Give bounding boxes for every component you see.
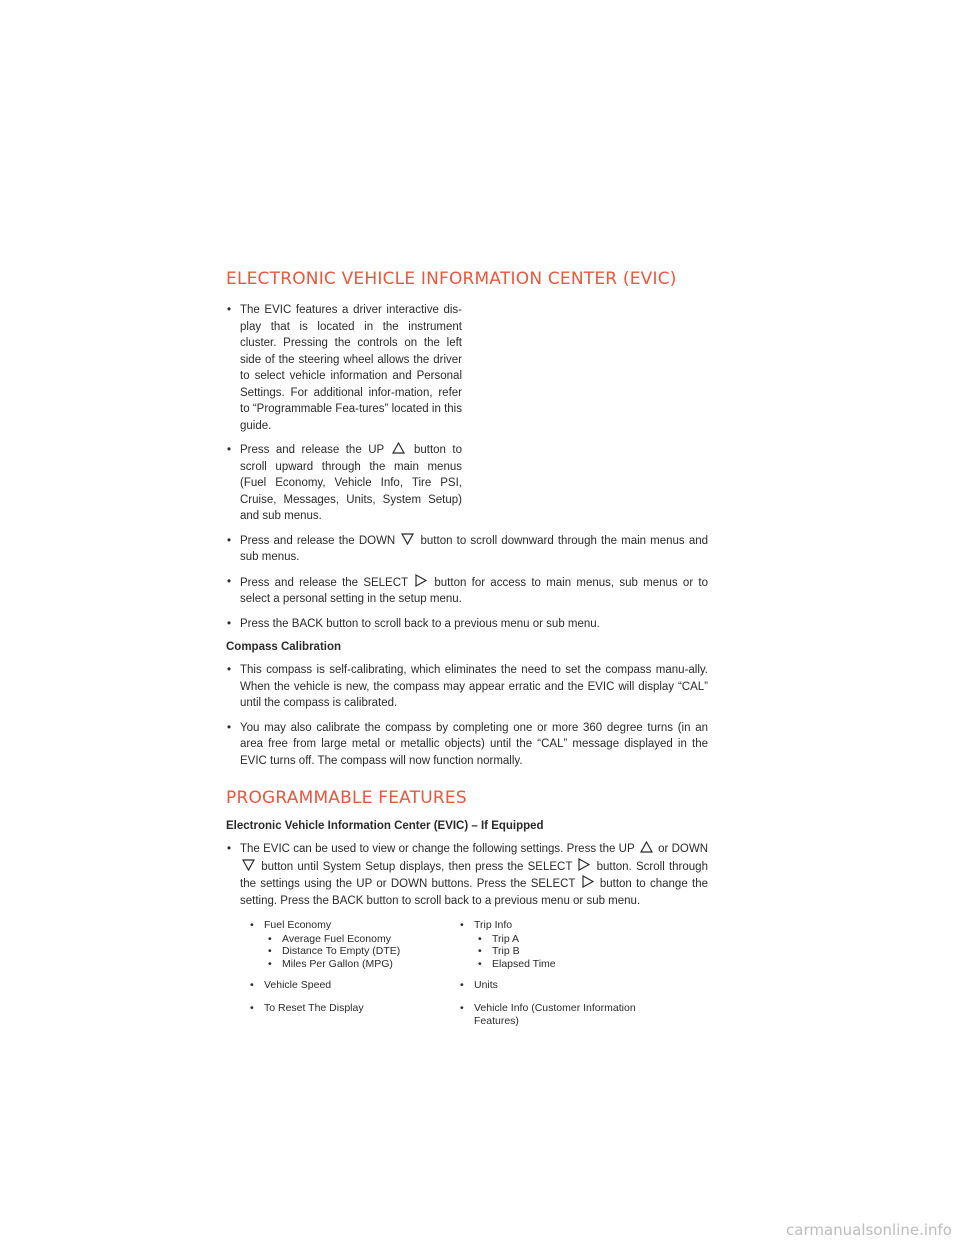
list-item [460, 919, 670, 933]
compass-calibration-heading: Compass Calibration [226, 641, 342, 653]
evic-bullet-5-text: Press the BACK button to scroll back to a previous menu or sub menu. [240, 617, 600, 630]
features-lists [226, 919, 708, 1038]
bullet-dot: • [227, 534, 232, 547]
feature-trip-b: Trip B [492, 945, 520, 957]
bullet-dot: • [460, 1001, 464, 1014]
bullet-dot: • [250, 1001, 254, 1014]
evic-bullet-3 [226, 533, 708, 566]
bullet-dot: • [227, 444, 232, 456]
bullet-dot: • [478, 957, 482, 970]
feature-miles-per-gallon: Miles Per Gallon (MPG) [282, 957, 393, 970]
list-item [250, 979, 460, 993]
bullet-dot: • [268, 945, 272, 957]
bullet-dot: • [460, 979, 464, 991]
bullet-dot: • [227, 721, 232, 734]
features-left-column [250, 919, 460, 1038]
evic-section-title: ELECTRONIC VEHICLE INFORMATION CENTER (EVIC) [226, 269, 677, 289]
evic-bullet-2-text-a: Press and release the UP [240, 444, 384, 456]
feature-elapsed-time: Elapsed Time [492, 957, 556, 970]
bullet-dot: • [268, 957, 272, 970]
evic-bullet-3-text-a: Press and release the DOWN [240, 534, 396, 547]
evic-bullet-5 [226, 616, 708, 633]
bullet-dot: • [227, 843, 232, 855]
features-right-column [460, 919, 670, 1038]
compass-bullet-2 [226, 720, 708, 770]
watermark-text: carmanualsonline.info [786, 1221, 952, 1239]
list-item [460, 1002, 670, 1029]
feature-fuel-economy: Fuel Economy [264, 919, 332, 931]
feature-trip-a: Trip A [492, 932, 520, 945]
evic-if-equipped-heading: Electronic Vehicle Information Center (EVIC) – If Equipped [226, 820, 544, 832]
bullet-dot: • [478, 932, 482, 945]
evic-bullet-2 [226, 442, 462, 525]
compass-bullet-2-text: You may also calibrate the compass by completing one or more 360 degree turns (in an area free from large metal or metallic objects) until the “CAL” message displayed in the EVIC turns off. The compass will now function normally. [240, 721, 708, 767]
feature-group-vehicle-speed [250, 979, 460, 993]
feature-reset-display: To Reset The Display [264, 1001, 364, 1014]
programmable-text-1: The EVIC can be used to view or change the following settings. Press the UP [240, 843, 635, 855]
right-triangle-icon [415, 574, 427, 587]
programmable-text-4: button. Scroll through the settings using the UP or DOWN buttons. Press the SELECT [240, 860, 708, 890]
bullet-dot: • [268, 932, 272, 945]
programmable-text-2: or DOWN [658, 843, 708, 855]
bullet-dot: • [460, 919, 464, 931]
compass-bullet-1 [226, 662, 708, 712]
up-triangle-icon [392, 442, 405, 454]
list-subitem [460, 958, 670, 971]
feature-average-fuel-economy: Average Fuel Economy [282, 932, 391, 945]
list-item [460, 979, 670, 993]
feature-group-reset-display [250, 1002, 460, 1016]
bullet-dot: • [250, 979, 254, 991]
evic-bullet-1-text: The EVIC features a driver interactive dis-play that is located in the instrument cluster. Pressing the controls on the left side of the steering wheel allows the driver to select vehicle information and Personal Settings. For additional infor-mation, refer to “Programmable Fea-tures” located in this guide. [240, 304, 462, 432]
evic-bullet-1 [226, 302, 462, 434]
bullet-dot: • [478, 945, 482, 957]
watermark [0, 1221, 960, 1240]
programmable-bullet [226, 841, 708, 909]
list-subitem [250, 945, 460, 958]
list-subitem [460, 933, 670, 946]
bullet-dot: • [227, 617, 232, 630]
list-item [250, 1002, 460, 1016]
evic-bullet-4-text-b: button for access to main menus, sub menus or to select a personal setting in the setup menu. [240, 576, 708, 605]
list-subitem [250, 933, 460, 946]
list-item [250, 919, 460, 933]
bullet-dot: • [250, 919, 254, 931]
up-triangle-icon [640, 841, 653, 853]
feature-distance-to-empty: Distance To Empty (DTE) [282, 945, 401, 957]
evic-bullet-4-text-a: Press and release the SELECT [240, 576, 408, 589]
down-triangle-icon [401, 533, 414, 545]
evic-bullet-2-text-b: button to scroll upward through the main menus (Fuel Economy, Vehicle Info, Tire PSI, Cruise, Messages, Units, System Setup) and sub menus. [240, 444, 462, 522]
right-triangle-icon [582, 875, 594, 888]
feature-units: Units [474, 979, 498, 991]
programmable-text-5: button to change the setting. Press the BACK button to scroll back to a previous menu or sub menu. [240, 878, 708, 907]
bullet-dot: • [227, 664, 232, 676]
down-triangle-icon [242, 859, 255, 871]
programmable-text-3: button until System Setup displays, then press the SELECT [261, 860, 573, 873]
bullet-dot: • [227, 304, 232, 316]
list-subitem [250, 958, 460, 971]
feature-group-units [460, 979, 670, 993]
page-content [226, 268, 708, 1038]
bullet-dot: • [227, 575, 232, 588]
programmable-features-title: PROGRAMMABLE FEATURES [226, 788, 467, 808]
evic-bullet-4 [226, 574, 708, 608]
feature-group-vehicle-info [460, 1002, 670, 1029]
feature-vehicle-speed: Vehicle Speed [264, 979, 332, 991]
evic-bullet-3-text-b: button to scroll downward through the main menus and sub menus. [240, 534, 709, 563]
feature-group-trip-info [460, 919, 670, 970]
feature-group-fuel-economy [250, 919, 460, 970]
feature-vehicle-info: Vehicle Info (Customer Information Features) [474, 1001, 636, 1027]
feature-trip-info: Trip Info [474, 919, 513, 931]
list-subitem [460, 945, 670, 958]
compass-bullet-1-text: This compass is self-calibrating, which eliminates the need to set the compass manu-ally. When the vehicle is new, the compass may appear erratic and the EVIC will display “CAL” until the compass is calibrated. [240, 664, 708, 709]
right-triangle-icon [578, 858, 590, 871]
